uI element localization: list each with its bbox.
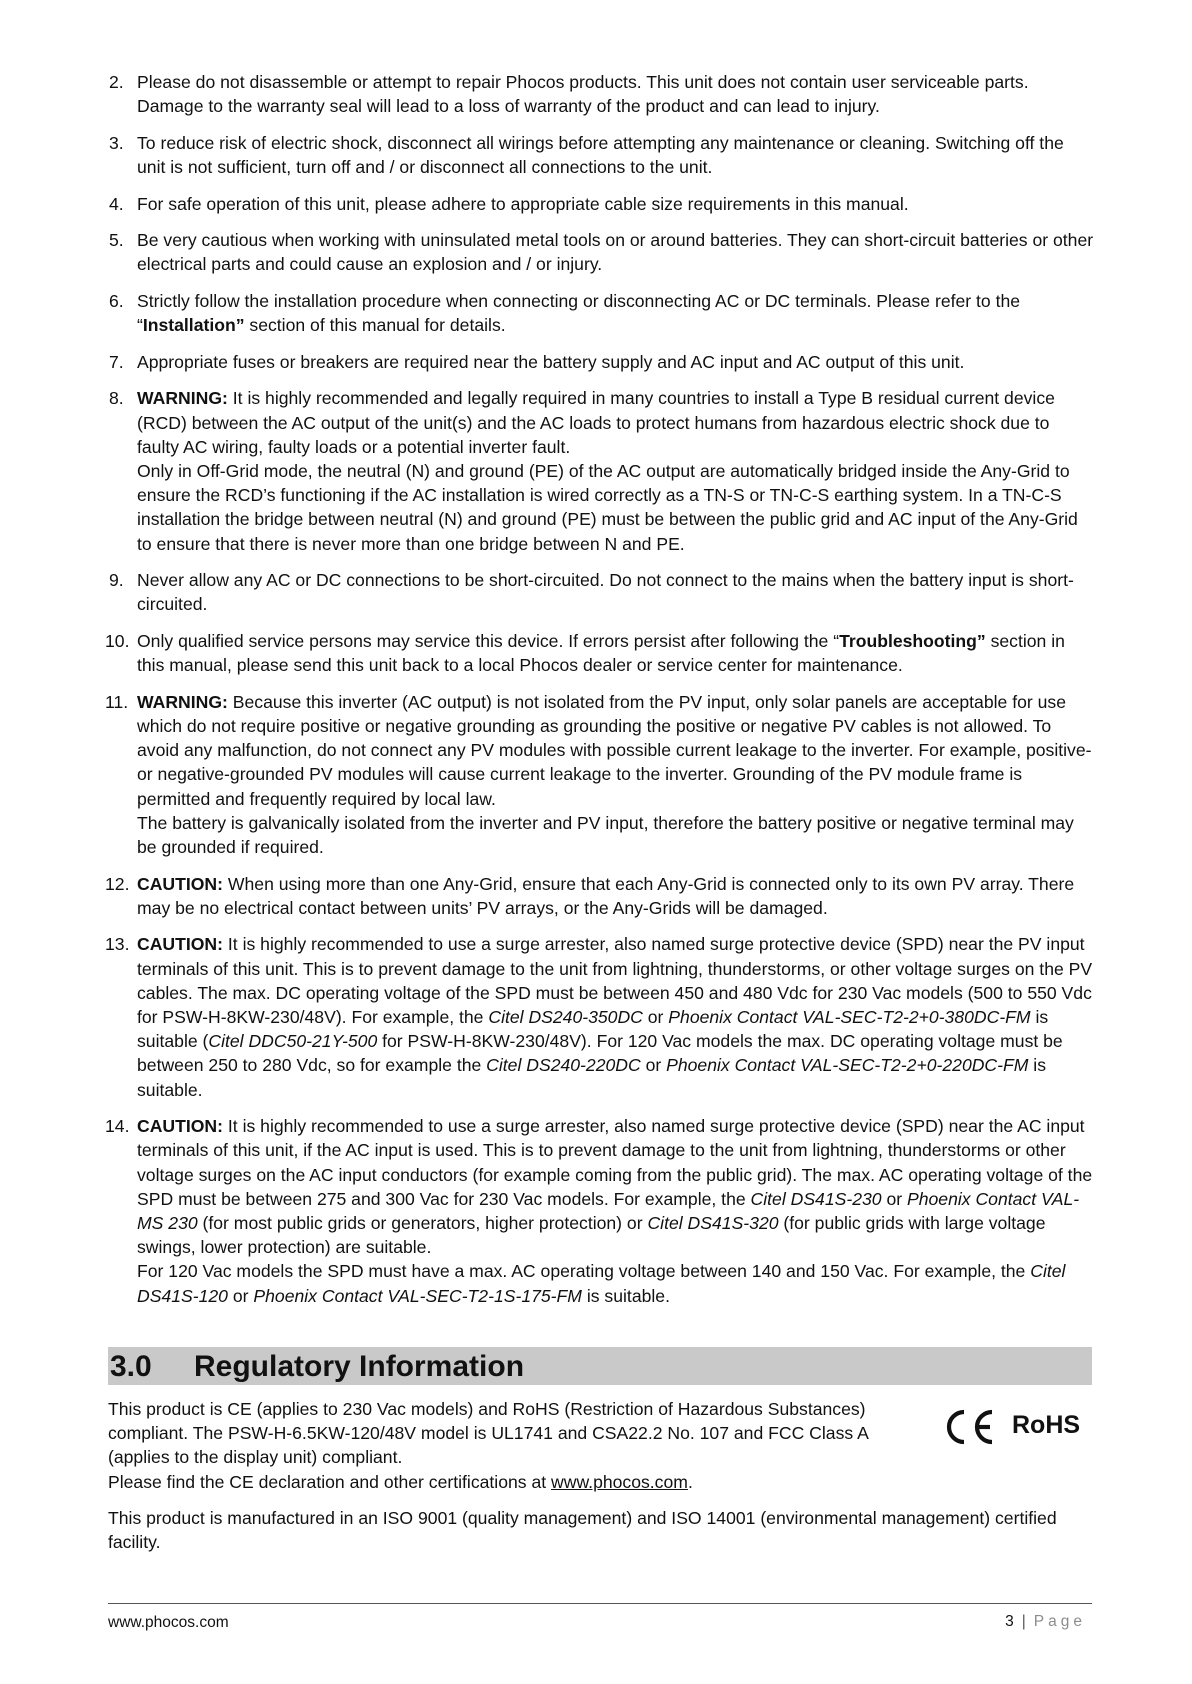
- bold-text: WARNING:: [137, 388, 228, 409]
- list-item-text: (for public grids with large voltage swings, lower protection) are suitable.: [137, 1213, 1046, 1258]
- certification-suffix: .: [687, 1471, 693, 1492]
- section-title: Regulatory Information: [194, 1350, 525, 1383]
- bold-text: CAUTION:: [137, 934, 224, 955]
- list-item-text: To reduce risk of electric shock, disconnect all wirings before attempting any maintenance or cleaning. Switching off the unit is not sufficient, turn off and / or disconnect all connections to the unit.: [137, 132, 1064, 177]
- list-item-number: 9.: [109, 570, 124, 591]
- product-reference: Phoenix Contact VAL-MS 230: [137, 1188, 1080, 1234]
- list-item-text: For safe operation of this unit, please adhere to appropriate cable size requirements in this manual.: [137, 193, 909, 214]
- section-number: 3.0: [110, 1350, 152, 1383]
- list-item-number: 2.: [109, 72, 124, 92]
- product-reference: Citel DS240-220DC: [486, 1055, 641, 1076]
- footer-website: www.phocos.com: [108, 1614, 229, 1631]
- bold-text: Installation”: [142, 315, 245, 336]
- list-item-text: or: [227, 1285, 254, 1306]
- list-item-text: Because this inverter (AC output) is not isolated from the PV input, only solar panels are acceptable for use which do not require positive or negative grounding as grounding the positive or negative PV cables is not allowed. To avoid any malfunction, do not connect any PV modules with possible current leakage to the inverter. For example, positive- or negative-grounded PV modules will cause current leakage to the inverter. Grounding of the PV module frame is permitted and frequently required by local law.: [137, 691, 1092, 809]
- rohs-mark: RoHS: [1012, 1411, 1081, 1439]
- list-item: [108, 131, 1094, 179]
- certification-prefix: Please find the CE declaration and other certifications at: [108, 1471, 552, 1492]
- list-item-text: section of this manual for details.: [244, 315, 506, 336]
- list-item-number: 11.: [105, 691, 129, 712]
- list-item-text: For 120 Vac models the SPD must have a max. AC operating voltage between 140 and 150 Vac. For example, the: [137, 1261, 1031, 1282]
- list-item-text: Strictly follow the installation procedure when connecting or disconnecting AC or DC terminals. Please refer to the “: [137, 290, 1021, 336]
- regulatory-compliance-text: This product is CE (applies to 230 Vac models) and RoHS (Restriction of Hazardous Substances) compliant. The PSW-H-6.5KW-120/48V model is UL1741 and CSA22.2 No. 107 and FCC Class A (applies to the display unit) compliant.: [108, 1399, 868, 1468]
- list-item: [108, 386, 1094, 555]
- footer-separator: |: [1021, 1613, 1026, 1630]
- product-reference: Phoenix Contact VAL-SEC-T2-2+0-380DC-FM: [668, 1007, 1031, 1027]
- regulatory-paragraph-1: [108, 1397, 908, 1494]
- list-item-number: 12.: [105, 873, 130, 894]
- phocos-website-link[interactable]: www.phocos.com: [551, 1471, 688, 1492]
- list-item-text: Please do not disassemble or attempt to repair Phocos products. This unit does not contain user serviceable parts. Damage to the warranty seal will lead to a loss of warranty of the product and can lead to injury.: [137, 72, 1029, 117]
- list-item-text: (for most public grids or generators, higher protection) or: [197, 1213, 648, 1234]
- safety-instructions-list: [105, 70, 1094, 1320]
- bold-text: CAUTION:: [137, 1116, 224, 1137]
- list-item: [108, 70, 1094, 118]
- page-label: Page: [1033, 1613, 1086, 1630]
- list-item-text: section in this manual, please send this unit back to a local Phocos dealer or service center for maintenance.: [137, 630, 1065, 676]
- product-reference: Citel DDC50-21Y-500: [208, 1031, 378, 1052]
- list-item-text: It is highly recommended to use a surge arrester, also named surge protective device (SPD) near the AC input terminals of this unit, if the AC input is used. This is to prevent damage to the unit from lightning, thunderstorms or other voltage surges on the AC input conductors (for example coming from the public grid). The max. AC operating voltage of the SPD must be between 275 and 300 Vac for 230 Vac models. For example, the: [137, 1116, 1093, 1209]
- list-item-number: 10.: [105, 630, 130, 651]
- list-item-number: 3.: [109, 132, 124, 153]
- bold-text: WARNING:: [137, 691, 228, 712]
- list-item-text: is suitable (: [137, 1007, 1049, 1052]
- bold-text: Troubleshooting”: [839, 630, 986, 651]
- list-item-number: 7.: [109, 351, 124, 372]
- product-reference: Citel DS240-350DC: [488, 1007, 643, 1027]
- list-item-number: 4.: [109, 193, 124, 214]
- list-item-number: 6.: [109, 290, 124, 311]
- bold-text: CAUTION:: [137, 873, 224, 894]
- ce-mark-icon: [940, 1404, 996, 1450]
- list-item: [108, 568, 1094, 616]
- list-item-text: When using more than one Any-Grid, ensure that each Any-Grid is connected only to its own PV array. There may be no electrical contact between units’ PV arrays, or the Any-Grids will be damaged.: [137, 873, 1075, 918]
- list-item: [105, 629, 1094, 677]
- list-item-text: The battery is galvanically isolated from the inverter and PV input, therefore the battery positive or negative terminal may be grounded if required.: [137, 812, 1074, 857]
- list-item-text: is suitable.: [137, 1055, 1046, 1100]
- list-item-number: 14.: [105, 1116, 130, 1137]
- footer-divider: [108, 1603, 1092, 1604]
- list-item-number: 8.: [109, 388, 124, 409]
- list-item: [105, 872, 1094, 920]
- list-item-text: for PSW-H-8KW-230/48V). For 120 Vac models the max. DC operating voltage must be between 250 to 280 Vdc, so for example the: [137, 1031, 1063, 1076]
- regulatory-paragraph-2: This product is manufactured in an ISO 9001 (quality management) and ISO 14001 (environmental management) certified facility.: [108, 1507, 1057, 1553]
- certification-marks: [940, 1404, 1090, 1450]
- list-item-text: Only qualified service persons may service this device. If errors persist after following the “: [137, 630, 840, 651]
- list-item: [105, 932, 1094, 1101]
- list-item: [108, 289, 1094, 337]
- footer-page-info: [1005, 1613, 1086, 1631]
- list-item-text: or: [881, 1188, 907, 1209]
- list-item-text: or: [640, 1055, 667, 1076]
- list-item: [105, 690, 1094, 859]
- section-heading: [108, 1347, 1092, 1385]
- list-item-text: Appropriate fuses or breakers are required near the battery supply and AC input and AC output of this unit.: [137, 351, 965, 372]
- product-reference: Phoenix Contact VAL-SEC-T2-1S-175-FM: [253, 1285, 582, 1306]
- product-reference: Citel DS41S-320: [647, 1213, 779, 1234]
- product-reference: Citel DS41S-230: [750, 1188, 882, 1209]
- list-item-text: It is highly recommended and legally required in many countries to install a Type B residual current device (RCD) between the AC output of the unit(s) and the AC loads to protect humans from hazardous electric shock due to faulty AC wiring, faulty loads or a potential inverter fault.: [137, 388, 1055, 457]
- list-item-number: 5.: [109, 230, 124, 251]
- list-item-text: Only in Off-Grid mode, the neutral (N) and ground (PE) of the AC output are automatically bridged inside the Any-Grid to ensure the RCD’s functioning if the AC installation is wired correctly as a TN-S or TN-C-S earthing system. In a TN-C-S installation the bridge between neutral (N) and ground (PE) must be between the public grid and AC input of the Any-Grid to ensure that there is never more than one bridge between N and PE.: [137, 460, 1078, 554]
- list-item: [105, 1114, 1094, 1308]
- list-item-text: Be very cautious when working with uninsulated metal tools on or around batteries. They can short-circuit batteries or other electrical parts and could cause an explosion and / or injury.: [137, 230, 1094, 275]
- product-reference: Phoenix Contact VAL-SEC-T2-2+0-220DC-FM: [666, 1055, 1029, 1076]
- page-number: 3: [1005, 1613, 1014, 1630]
- list-item: [108, 228, 1094, 276]
- list-item: [108, 192, 1094, 216]
- regulatory-text: [108, 1397, 1057, 1554]
- list-item-text: is suitable.: [581, 1285, 670, 1306]
- product-reference: Citel DS41S-120: [137, 1261, 1066, 1306]
- list-item: [108, 350, 1094, 374]
- list-item-number: 13.: [105, 934, 130, 955]
- list-item-text: It is highly recommended to use a surge arrester, also named surge protective device (SPD) near the PV input terminals of this unit. This is to prevent damage to the unit from lightning, thunderstorms, or other voltage surges on the PV cables. The max. DC operating voltage of the SPD must be between 450 and 480 Vdc for 230 Vac models (500 to 550 Vdc for PSW-H-8KW-230/48V). For example, the: [137, 934, 1093, 1027]
- list-item-text: or: [642, 1007, 669, 1027]
- list-item-text: Never allow any AC or DC connections to be short-circuited. Do not connect to the mains when the battery input is short-circuited.: [137, 570, 1074, 615]
- ce-mark-text: CE: [940, 1404, 942, 1405]
